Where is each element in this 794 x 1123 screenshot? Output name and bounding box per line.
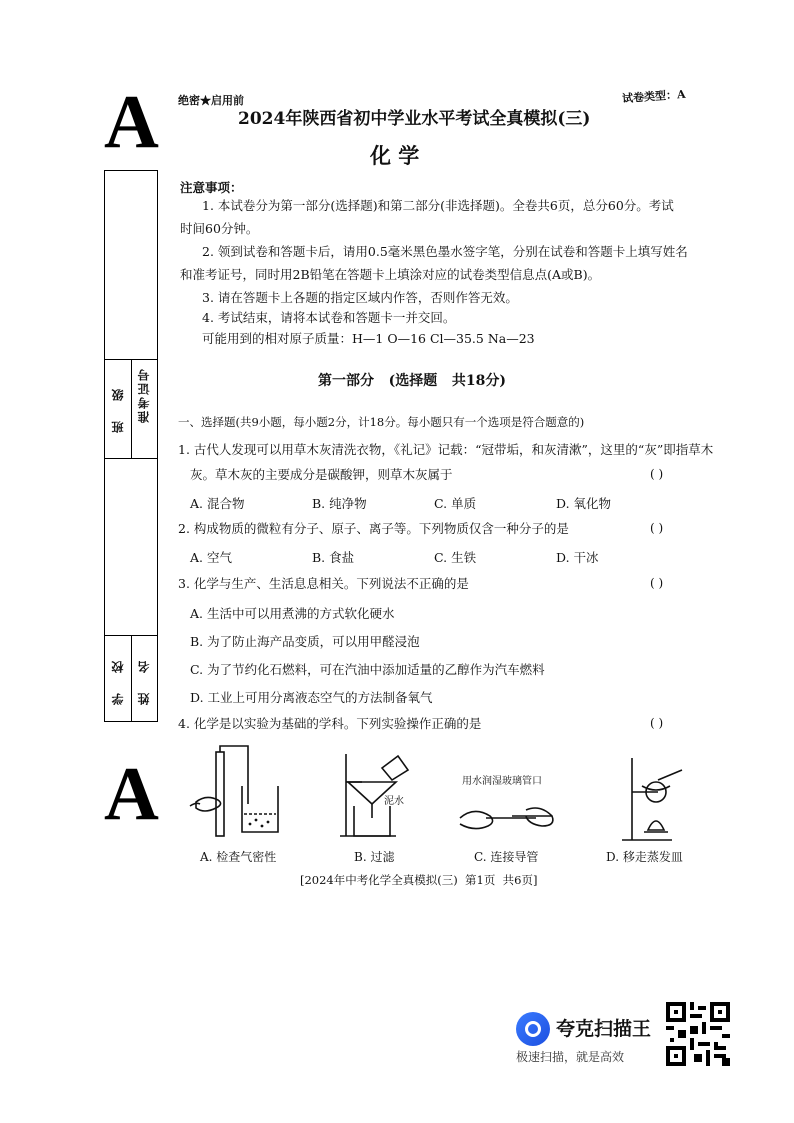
question-1-option-c: C. 单质 [434, 496, 477, 511]
figure-a-caption: A. 检查气密性 [200, 850, 277, 864]
exam-title: 2024年陕西省初中学业水平考试全真模拟(三) [238, 109, 591, 129]
note-line-2: 时间60分钟。 [180, 221, 259, 236]
scanner-app-name: 夸克扫描王 [556, 1018, 652, 1040]
question-2-option-c: C. 生铁 [434, 550, 477, 565]
question-2-option-b: B. 食盐 [312, 550, 355, 565]
name-field-label: 姓 名 [137, 653, 151, 706]
question-3-option-c: C. 为了节约化石燃料，可在汽油中添加适量的乙醇作为汽车燃料 [190, 662, 545, 677]
question-2-option-a: A. 空气 [190, 550, 232, 565]
question-2-stem: 2. 构成物质的微粒有分子、原子、离子等。下列物质仅含一种分子的是 [178, 521, 569, 536]
question-1-option-b: B. 纯净物 [312, 496, 367, 511]
scanner-logo-icon [516, 1012, 550, 1046]
question-2-option-d: D. 干冰 [556, 550, 599, 565]
part1-title: 第一部分 (选择题 共18分) [318, 373, 506, 389]
question-1-option-a: A. 混合物 [190, 496, 245, 511]
subject-title: 化 学 [370, 143, 420, 168]
paper-type-letter-bottom: A [104, 752, 159, 836]
secret-label: 绝密★启用前 [178, 94, 244, 107]
figure-d-caption: D. 移走蒸发皿 [606, 850, 683, 864]
paper-type-label: 试卷类型：A [621, 87, 686, 106]
qr-code-icon [666, 1002, 730, 1066]
figure-c-wet-label: 用水润湿玻璃管口 [462, 776, 542, 787]
figure-b-caption: B. 过滤 [354, 850, 395, 864]
figure-c-caption: C. 连接导管 [474, 850, 539, 864]
question-3-stem: 3. 化学与生产、生活息息相关。下列说法不正确的是 [178, 576, 469, 591]
question-1-answer-paren: ( ) [650, 467, 664, 481]
school-field-label: 学 校 [111, 653, 125, 706]
question-3-option-a: A. 生活中可以用煮沸的方式软化硬水 [190, 606, 395, 621]
note-line-4: 和准考证号，同时用2B铅笔在答题卡上填涂对应的试卷类型信息点(A或B)。 [180, 267, 601, 282]
question-1-stem-cont: 灰。草木灰的主要成分是碳酸钾，则草木灰属于 [190, 467, 453, 482]
exam-id-field-label: 准考证号 [137, 367, 151, 423]
question-1-stem: 1. 古代人发现可以用草木灰清洗衣物，《礼记》记载：“冠带垢，和灰清漱”，这里的“灰”即指草木 [178, 442, 714, 457]
question-3-option-b: B. 为了防止海产品变质，可以用甲醛浸泡 [190, 634, 420, 649]
part1-instruction: 一、选择题(共9小题，每小题2分，计18分。每小题只有一个选项是符合题意的) [178, 415, 585, 429]
scanner-slogan: 极速扫描，就是高效 [516, 1050, 625, 1064]
note-line-6: 4. 考试结束，请将本试卷和答题卡一并交回。 [202, 310, 456, 325]
notes-heading: 注意事项： [180, 180, 243, 195]
question-1-option-d: D. 氧化物 [556, 496, 612, 511]
figure-b-mud-label: 泥水 [384, 796, 404, 807]
note-line-1: 1. 本试卷分为第一部分(选择题)和第二部分(非选择题)。全卷共6页，总分60分。考试 [202, 198, 674, 213]
question-2-answer-paren: ( ) [650, 521, 664, 535]
paper-type-letter-top: A [104, 80, 159, 164]
question-3-answer-paren: ( ) [650, 576, 664, 590]
note-line-3: 2. 领到试卷和答题卡后，请用0.5毫米黑色墨水签字笔，分别在试卷和答题卡上填写姓名 [202, 244, 688, 259]
class-field-label: 班 级 [111, 381, 125, 434]
question-4-answer-paren: ( ) [650, 716, 664, 730]
airtightness-check-illustration [186, 744, 286, 840]
page-footer: [2024年中考化学全真模拟(三) 第1页 共6页] [300, 873, 538, 887]
evaporating-dish-illustration [602, 752, 692, 844]
question-3-option-d: D. 工业上可用分离液态空气的方法制备氧气 [190, 690, 433, 705]
question-4-stem: 4. 化学是以实验为基础的学科。下列实验操作正确的是 [178, 716, 482, 731]
atomic-mass-line: 可能用到的相对原子质量：H—1 O—16 Cl—35.5 Na—23 [202, 331, 535, 346]
tube-connection-illustration [456, 790, 566, 842]
note-line-5: 3. 请在答题卡上各题的指定区域内作答，否则作答无效。 [202, 290, 518, 305]
student-info-box [104, 170, 158, 722]
